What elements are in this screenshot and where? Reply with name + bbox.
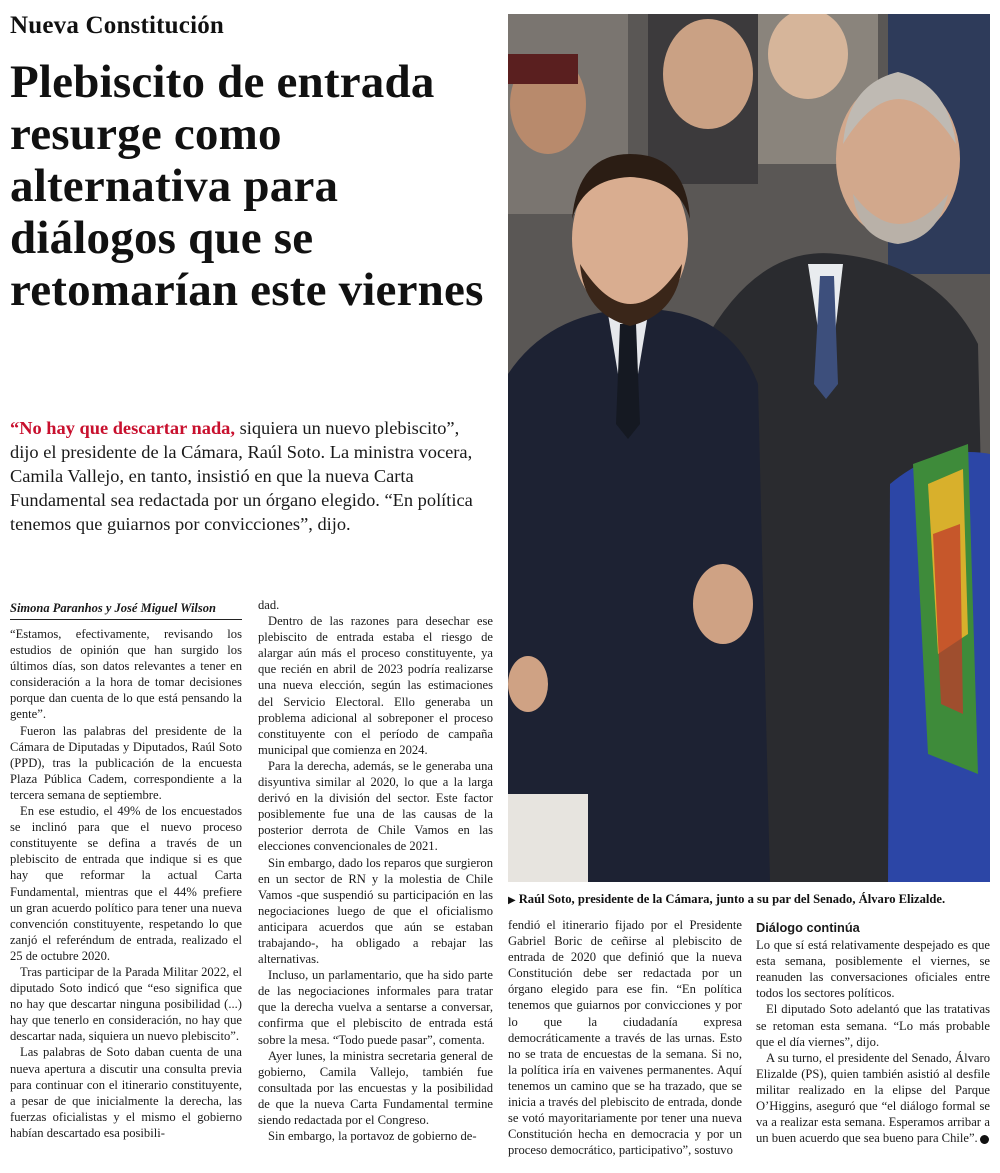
section-label: Nueva Constitución: [10, 12, 225, 39]
photo-caption: [508, 891, 994, 909]
body-column-1: [10, 626, 242, 1141]
end-mark-icon: [980, 1135, 989, 1144]
photo-caption-text: Raúl Soto, presidente de la Cámara, junto a su par del Senado, Álvaro Elizalde.: [518, 892, 946, 906]
headline: Plebiscito de entrada resurge como alternativa para diálogos que se retomarían este viernes: [10, 56, 484, 316]
photo-illustration: [508, 14, 990, 882]
body-paragraph: Dentro de las razones para desechar ese plebiscito de entrada estaba el riesgo de alargar aún más el proceso constituyente, ya que recién en abril de 2023 podría realizarse una nueva elección, según las estimaciones del Servicio Electoral. Ello generaba un problema adicional al sobreponer el proceso constituyente con el período de campaña municipal que comienza en 2024.: [258, 614, 493, 757]
lead-paragraph: [10, 416, 492, 536]
body-paragraph: El diputado Soto adelantó que las tratativas se retoman esta semana. “Lo más probable que el día viernes”, dijo.: [756, 1002, 990, 1049]
body-column-4: [756, 920, 990, 1146]
body-paragraph: Lo que sí está relativamente despejado es que esta semana, posiblemente el viernes, se reanuden las conversaciones oficiales entre todos los sectores políticos.: [756, 938, 990, 1001]
triangle-right-icon: ▶: [508, 895, 516, 906]
body-paragraph: En ese estudio, el 49% de los encuestados se inclinó para que el nuevo proceso constituyente se defina a través de un plebiscito de entrada que indique si es que hay que reformar la actual Carta Fundamental, mientras que el 44% prefiere un gran acuerdo político para tener una nueva convención constituyente, respetando lo que zanjó el referéndum de entrada, realizado el 25 de octubre 2020.: [10, 804, 242, 963]
lead-text: siquiera un nuevo plebiscito”, dijo el presidente de la Cámara, Raúl Soto. La ministra vocera, Camila Vallejo, en tanto, insistió en que la nueva Carta Fundamental sea redactada por un órgano elegido. “En política tenemos que guiarnos por convicciones”, dijo.: [10, 418, 473, 534]
body-paragraph: Incluso, un parlamentario, que ha sido parte de las negociaciones informales para tratar que la derecha vuelva a sentarse a conversar, confirma que el plebiscito de entrada está sobre la mesa. “Todo puede pasar”, comenta.: [258, 968, 493, 1047]
section-subhead: Diálogo continúa: [756, 920, 860, 935]
body-paragraph-continued: dad.: [258, 598, 280, 612]
body-paragraph: Fueron las palabras del presidente de la Cámara de Diputadas y Diputados, Raúl Soto (PPD), tras la publicación de la encuesta Plaza Pública Cadem, correspondiente a la tercera semana de septiembre.: [10, 723, 242, 802]
body-paragraph: Las palabras de Soto daban cuenta de una nueva apertura a discutir una consulta previa para continuar con el itinerario constituyente, a pesar de que inicialmente la derecha, las fuerzas oficialistas y el mismo el gobierno habían descartado esa posibili-: [10, 1045, 242, 1140]
body-paragraph: Ayer lunes, la ministra secretaria general de gobierno, Camila Vallejo, también fue consultada por las encuestas y la posibilidad de que la nueva Carta Fundamental termine siendo redactada por el Congreso.: [258, 1048, 493, 1127]
lead-quote: “No hay que descartar nada,: [10, 418, 235, 438]
body-paragraph-continued: fendió el itinerario fijado por el Presidente Gabriel Boric de ceñirse al plebiscito de entrada de 2020 que definió que la nueva Constitución debe ser redactada por un órgano elegido para ese fin. “En política tenemos que guiarnos por convicciones y por lo que la ciudadanía expresa democráticamente a través de las urnas. Esto no se trata de encuestas de la semana. Si no, la política iría en vaivenes permanentes. Aquí tenemos un camino que se ha trazado, que se inicia a través del plebiscito de entrada, donde se votó mayoritariamente por tener una nueva Constitución hecha en democracia y por un proceso democrático, participativo”, sostuvo: [508, 918, 742, 1158]
body-column-3: [508, 917, 742, 1158]
body-column-2: [258, 597, 493, 1144]
body-paragraph: Para la derecha, además, se le generaba una disyuntiva similar al 2020, lo que a la larga derivó en la división del sector. Este factor posiblemente fue una de las causas de la posterior derrota de Chile Vamos en las elecciones convencionales de 2021.: [258, 758, 493, 854]
body-paragraph: Tras participar de la Parada Militar 2022, el diputado Soto indicó que “eso significa que no hay que descartar ninguna posibilidad (...) hay que tenerlo en consideración, no hay que descartar nada, siquiera un nuevo plebiscito”.: [10, 964, 242, 1044]
body-paragraph-final-text: A su turno, el presidente del Senado, Álvaro Elizalde (PS), quien también asistió al desfile militar realizado en la elipse del Parque O’Higgins, aseguró que “el diálogo formal se va a realizar esta semana. Esperamos arribar a un buen acuerdo que sea bueno para Chile”.: [756, 1050, 990, 1146]
body-paragraph: Sin embargo, la portavoz de gobierno de-: [268, 1129, 477, 1144]
body-paragraph-final: [756, 1050, 990, 1147]
news-photo: [508, 14, 990, 882]
body-paragraph: Sin embargo, dado los reparos que surgieron en un sector de RN y la molestia de Chile Vamos -que suspendió su participación en las negociaciones luego de que el oficialismo anticipara acuerdos que aún se estaban trabajando-, ha obligado a rebajar las alternativas.: [258, 855, 493, 967]
body-paragraph: “Estamos, efectivamente, revisando los estudios de opinión que han surgido los últimos días, son datos relevantes a tener en consideración a la hora de tomar decisiones porque dan cuenta de lo que está pensando la gente”.: [10, 627, 242, 722]
byline: Simona Paranhos y José Miguel Wilson: [10, 601, 242, 620]
